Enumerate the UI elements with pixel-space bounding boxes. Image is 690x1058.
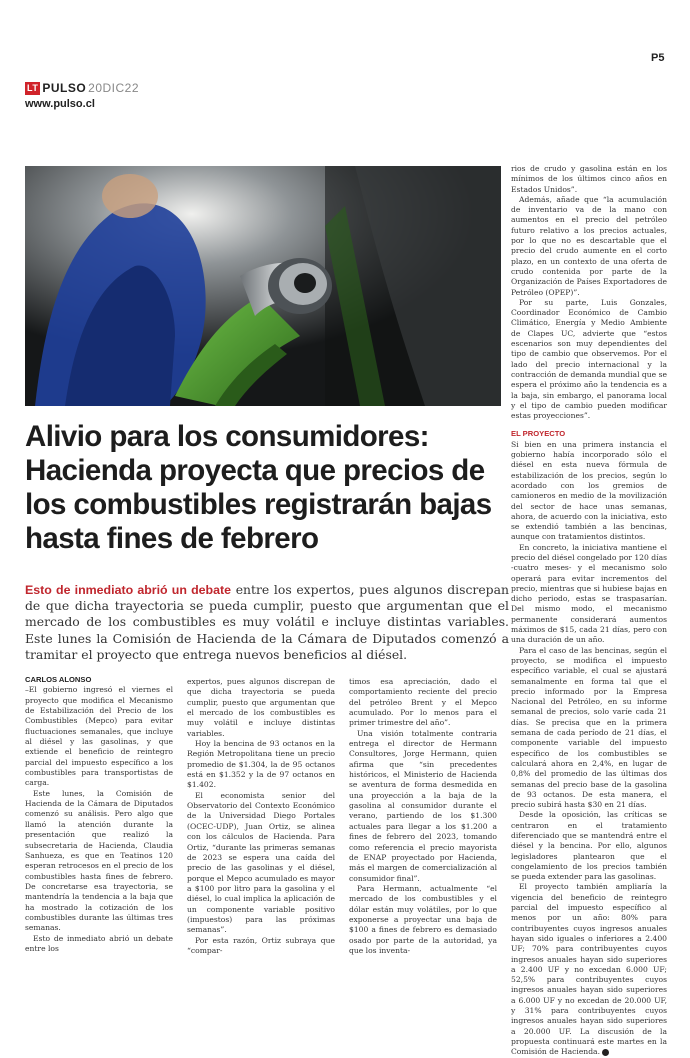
paragraph: Para Hermann, actualmente “el mercado de los combustibles y el dólar están muy volátiles, por lo que exponerse a proyectar una baja de $100 a fines de febrero es demasiado osado por parte de la autoridad, ya que los inventa-: [349, 883, 497, 955]
paragraph: Por esta razón, Ortiz subraya que “compar-: [187, 935, 335, 955]
page-number: P5: [651, 52, 665, 64]
paragraph: Además, añade que “la acumulación de inventario va de la mano con aumentos en el precio del petróleo futuro relativo a los precios actuales, por lo que no es descartable que el precio del crudo aumente en el corto plazo, en un contexto de una oferta de crudo contenida por parte de la Organización de Países Exportadores de Petróleo (OPEP)”.: [511, 194, 667, 297]
lead-paragraph: [25, 582, 509, 663]
paragraph: Para el caso de las bencinas, según el proyecto, se modifica el impuesto específico variable, el cual se ajustará semanalmente en forma tal que el precio informado por la Empresa Nacional del Petróleo, en su informe semanal de precios, solo varíe cada 21 días. Se precisa que en la primera semana de cada período de 21 días, el componente variable del impuesto específico de los combustibles se calculará ahora en 2,4%, en lugar de 0,8% del promedio de las últimas dos semanas del precio base de la gasolina de 93 octanos. De esta manera, el precio subirá hasta $30 en 21 días.: [511, 645, 667, 810]
lead-text: entre los expertos, pues algunos discrepan de que dicha trayectoria se pueda cumplir, puesto que argumentan que el mercado de los combustibles es muy volátil e incluye distintas variables. Este lunes la Comisión de Hacienda de la Cámara de Diputados comenzó a tramitar el proyecto que entrega nuevos beneficios al diésel.: [25, 582, 509, 662]
fuel-nozzle-photo: [25, 166, 501, 406]
la-tercera-logo: LT: [27, 82, 39, 93]
masthead-section: PULSO: [42, 81, 87, 95]
paragraph: Desde la oposición, las críticas se centraron en el tratamiento diferenciado que se mantendrá entre el diésel y la bencina. Por ello, algunos legisladores plantearon que el congelamiento de los precios también se pueda extender para las gasolinas.: [511, 810, 667, 882]
paragraph: Por su parte, Luis Gonzales, Coordinador Económico de Cambio Climático, Energía y Medio Ambiente de Clapes UC, advierte que “estos escenarios son muy dependientes del tipo de cambio que observemos. Por el lado del precio internacional y la contracción de demanda mundial que se espera el próximo año la tendencia es a la baja, sin embargo, el panorama local y el tipo de cambio pueden modificar estas proyecciones”.: [511, 297, 667, 421]
paragraph-text: El proyecto también ampliaría la vigencia del beneficio de reintegro parcial del impuesto específico al menos por un año: 80% para contribuyentes cuyos ingresos anuales hayan sido iguales o inferiores a 2.400 UF; 70% para contribuyentes cuyos ingresos anuales hayan sido superiores a 2.400 UF y no excedan 6.000 UF; 52,5% para contribuyentes cuyos ingresos anuales hayan sido superiores a 6.000 UF y no excedan de 20.000 UF, y 31% para contribuyentes cuyos ingresos anuales hayan sido superiores a 20.000 UF. La discusión de la propuesta continuará este martes en la Comisión de Hacienda.: [511, 882, 667, 1057]
end-of-article-icon: [602, 1049, 609, 1056]
byline: CARLOS ALONSO: [25, 675, 92, 684]
masthead: [25, 81, 139, 95]
paragraph: Este lunes, la Comisión de Hacienda de la Cámara de Diputados comenzó su análisis. Pero algo que llamó la atención durante la presentación que realizó la subsecretaria de Hacienda, Claudia Sanhueza, es que en Teatinos 120 esperan retrocesos en el precio de los combustibles hasta fines de febrero. De concretarse esa trayectoria, se mantendría la tendencia a la baja que ha mostrado la cotización de los combustibles durante las últimas tres semanas.: [25, 788, 173, 933]
article-column-3: [349, 677, 497, 956]
masthead-date: 20DIC22: [88, 81, 140, 95]
paragraph: timos esa apreciación, dado el comportamiento reciente del precio del petróleo Brent y el Mepco acumulado. Por lo menos para el primer trimestre del año”.: [349, 677, 497, 728]
paragraph: Esto de inmediato abrió un debate entre los: [25, 933, 173, 953]
paragraph: expertos, pues algunos discrepan de que dicha trayectoria se pueda cumplir, puesto que argumentan que el mercado de los combustibles es muy volátil e incluye distintas variables.: [187, 677, 335, 738]
paragraph: Hoy la bencina de 93 octanos en la Región Metropolitana tiene un precio promedio de $1.304, la de 95 octanos está en $1.352 y la de 97 octanos en $1.402.: [187, 739, 335, 790]
website-url: www.pulso.cl: [25, 98, 95, 110]
paragraph: –El gobierno ingresó el viernes el proyecto que modifica el Mecanismo de Estabilización del Precio de los Combustibles (Mepco) para evitar fluctuaciones semanales, que incluye al diésel y las gasolinas, y que extiende el beneficio de reintegro parcial del impuesto específico a los combustibles para transportistas de carga.: [25, 685, 173, 788]
headline: Alivio para los consumidores: Hacienda proyecta que precios de los combustibles registrarán bajas hasta fines de febrero: [25, 420, 492, 555]
lead-highlight: Esto de inmediato abrió un debate: [25, 583, 232, 597]
paragraph: Si bien en una primera instancia el gobierno había incorporado sólo el diésel en esta nueva fórmula de estabilización de los precios, según lo acordado con los gremios de camioneros en medio de la movilización del sector de hace unas semanas, ahora, de acuerdo con la iniciativa, esto se extendió también a las bencinas, aunque con tratamientos distintos.: [511, 439, 667, 542]
paragraph: En concreto, la iniciativa mantiene el precio del diésel congelado por 120 días -cuatro meses- y el mecanismo solo operará para evitar incrementos del precio, mientras que si hubiese bajas en dicho periodo, estas se traspasarían. Del mismo modo, el mecanismo permanente considerará aumentos máximos de $15, cada 21 días, pero con una duración de un año.: [511, 542, 667, 645]
article-column-4: [511, 164, 667, 1058]
paragraph: [511, 882, 667, 1057]
paragraph: El economista senior del Observatorio del Contexto Económico de la Universidad Diego Portales (OCEC-UDP), Juan Ortiz, se alinea con los cálculos de Hacienda. Para Ortiz, “durante las primeras semanas de 2023 se espera una caída del precio de las gasolinas y el diésel, porque el Mepco acumulado es mayor a $100 por litro para la gasolina y el diésel, lo cual implica la aplicación de un componente variable positivo (impuestos) para las próximas semanas”.: [187, 790, 335, 935]
paragraph: Una visión totalmente contraria entrega el director de Hermann Consultores, Jorge Hermann, quien afirma que “sin precedentes históricos, el Ministerio de Hacienda se aventura de forma desmedida en una proyección a la baja de la gasolina al consumidor durante el verano, partiendo de los $1.300 actuales para llegar a los $1.200 a fines de febrero del 2023, tomando como referencia el precio mayorista de ENAP proyectado por Hacienda, más el margen de comercialización al consumidor final”.: [349, 728, 497, 883]
article-column-2: [187, 677, 335, 956]
section-heading: EL PROYECTO: [511, 429, 566, 439]
paragraph: rios de crudo y gasolina están en los mínimos de los últimos cinco años en Estados Unidos”.: [511, 164, 667, 194]
article-column-1: [25, 675, 173, 954]
